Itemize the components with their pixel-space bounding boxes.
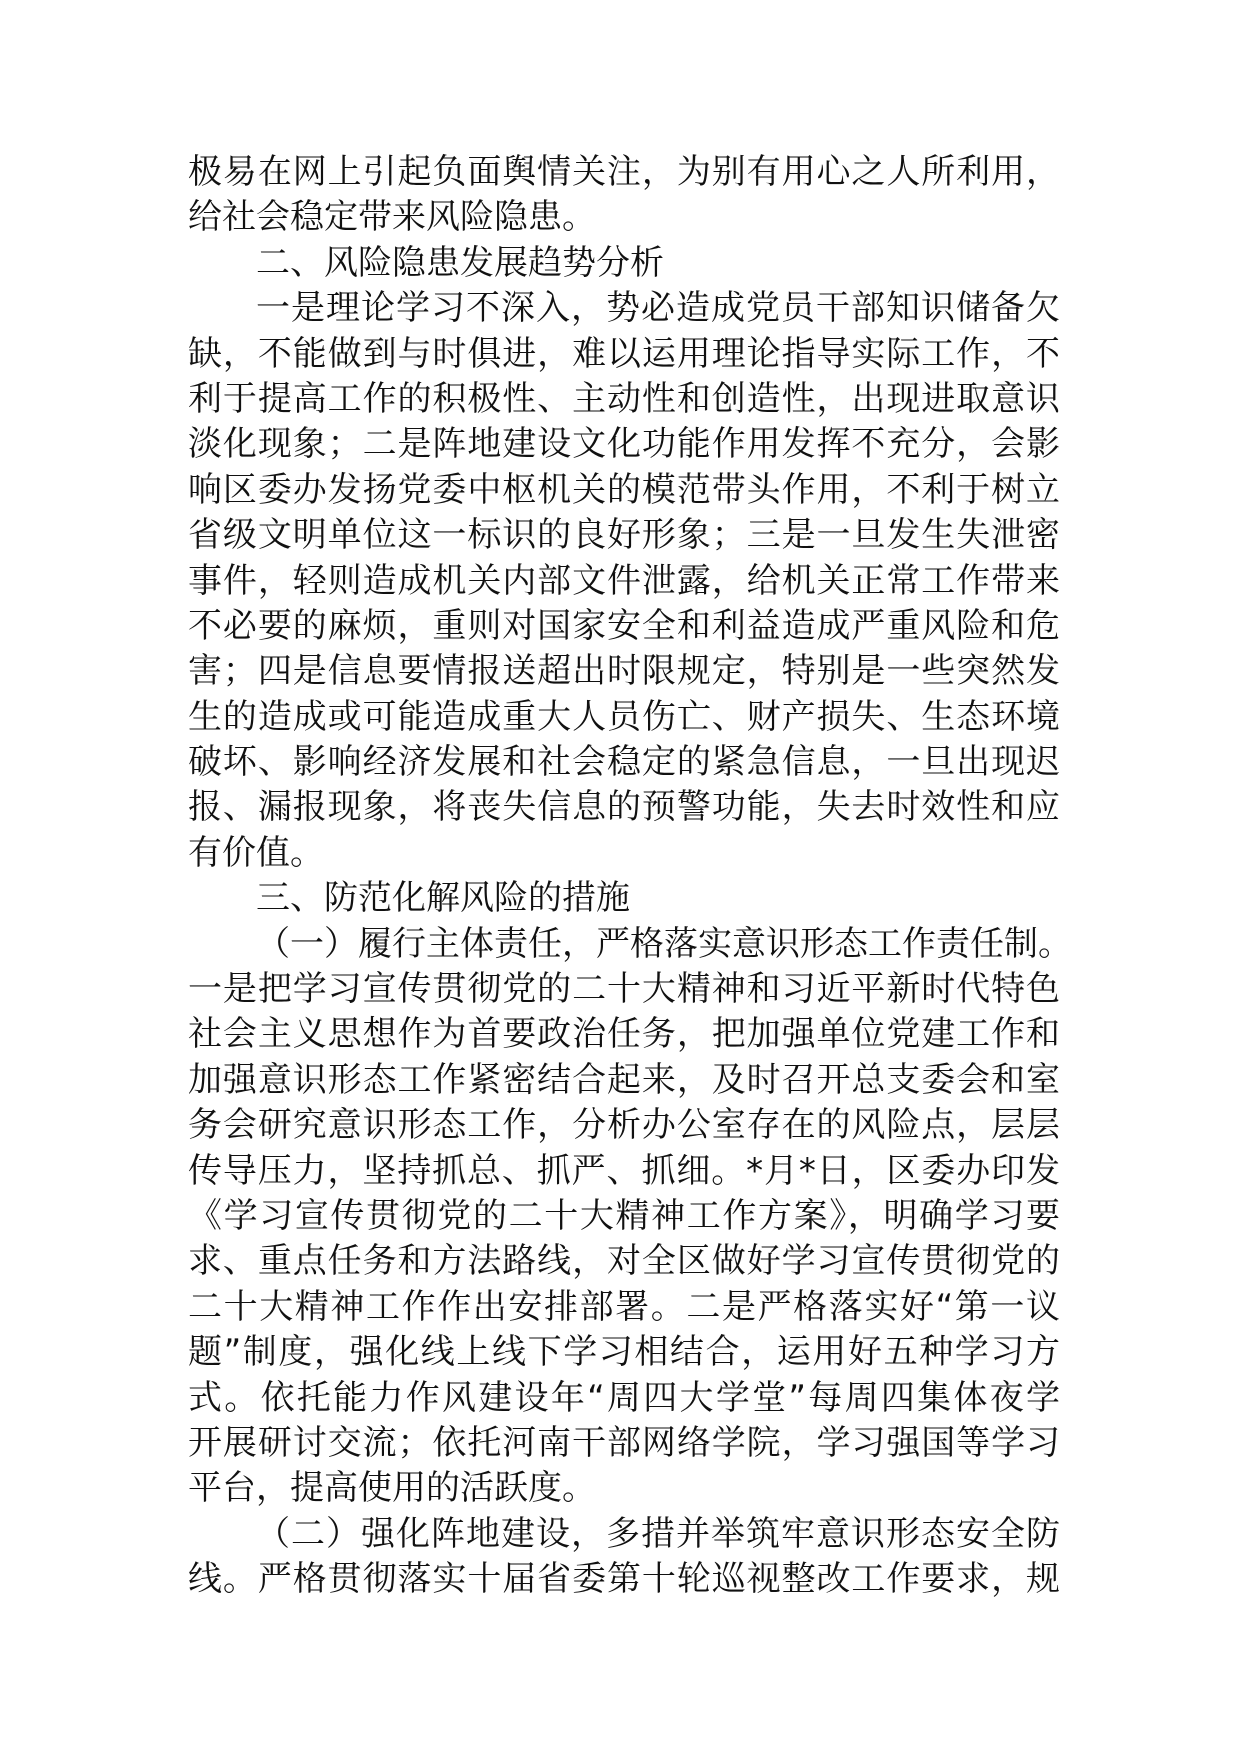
text-line: 不必要的麻烦，重则对国家安全和利益造成严重风险和危 bbox=[188, 605, 1060, 646]
text-line: 一是把学习宣传贯彻党的二十大精神和习近平新时代特色 bbox=[188, 969, 1060, 1010]
text-line: 《学习宣传贯彻党的二十大精神工作方案》，明确学习要 bbox=[188, 1195, 1060, 1236]
text-line: 平台，提高使用的活跃度。 bbox=[188, 1468, 596, 1509]
text-line: 省级文明单位这一标识的良好形象；三是一旦发生失泄密 bbox=[188, 515, 1060, 556]
text-line: 害；四是信息要情报送超出时限规定，特别是一些突然发 bbox=[188, 651, 1060, 692]
text-line: （一）履行主体责任，严格落实意识形态工作责任制。 bbox=[256, 923, 1072, 964]
text-line: 二十大精神工作作出安排部署。二是严格落实好“第一议 bbox=[188, 1286, 1060, 1327]
text-line: （二）强化阵地建设，多措并举筑牢意识形态安全防 bbox=[256, 1513, 1060, 1554]
text-line: 报、漏报现象，将丧失信息的预警功能，失去时效性和应 bbox=[188, 787, 1060, 828]
text-line: 利于提高工作的积极性、主动性和创造性，出现进取意识 bbox=[188, 378, 1060, 419]
text-line: 响区委办发扬党委中枢机关的模范带头作用，不利于树立 bbox=[188, 469, 1060, 510]
text-line: 开展研讨交流；依托河南干部网络学院，学习强国等学习 bbox=[188, 1422, 1060, 1463]
text-line: 二、风险隐患发展趋势分析 bbox=[256, 242, 664, 283]
document-body bbox=[188, 150, 1072, 1603]
text-line: 加强意识形态工作紧密结合起来，及时召开总支委会和室 bbox=[188, 1059, 1060, 1100]
text-line: 三、防范化解风险的措施 bbox=[256, 878, 630, 919]
text-line: 事件，轻则造成机关内部文件泄露，给机关正常工作带来 bbox=[188, 560, 1060, 601]
text-line: 传导压力，坚持抓总、抓严、抓细。*月*日，区委办印发 bbox=[188, 1150, 1060, 1191]
text-line: 破坏、影响经济发展和社会稳定的紧急信息，一旦出现迟 bbox=[188, 742, 1060, 783]
text-line: 社会主义思想作为首要政治任务，把加强单位党建工作和 bbox=[188, 1014, 1060, 1055]
text-line: 求、重点任务和方法路线，对全区做好学习宣传贯彻党的 bbox=[188, 1241, 1060, 1282]
text-line: 有价值。 bbox=[188, 832, 324, 873]
text-line: 淡化现象；二是阵地建设文化功能作用发挥不充分，会影 bbox=[188, 424, 1060, 465]
text-line: 极易在网上引起负面舆情关注，为别有用心之人所利用， bbox=[188, 152, 1060, 192]
text-line: 线。严格贯彻落实十届省委第十轮巡视整改工作要求，规 bbox=[188, 1559, 1060, 1600]
text-line: 缺，不能做到与时俱进，难以运用理论指导实际工作，不 bbox=[188, 333, 1060, 374]
text-line: 式。依托能力作风建设年“周四大学堂”每周四集体夜学 bbox=[188, 1377, 1060, 1418]
text-line: 务会研究意识形态工作，分析办公室存在的风险点，层层 bbox=[188, 1105, 1060, 1146]
text-line: 题”制度，强化线上线下学习相结合，运用好五种学习方 bbox=[188, 1332, 1060, 1373]
text-line: 一是理论学习不深入，势必造成党员干部知识储备欠 bbox=[256, 288, 1060, 329]
text-line: 给社会稳定带来风险隐患。 bbox=[188, 197, 596, 238]
text-line: 生的造成或可能造成重大人员伤亡、财产损失、生态环境 bbox=[188, 696, 1060, 737]
